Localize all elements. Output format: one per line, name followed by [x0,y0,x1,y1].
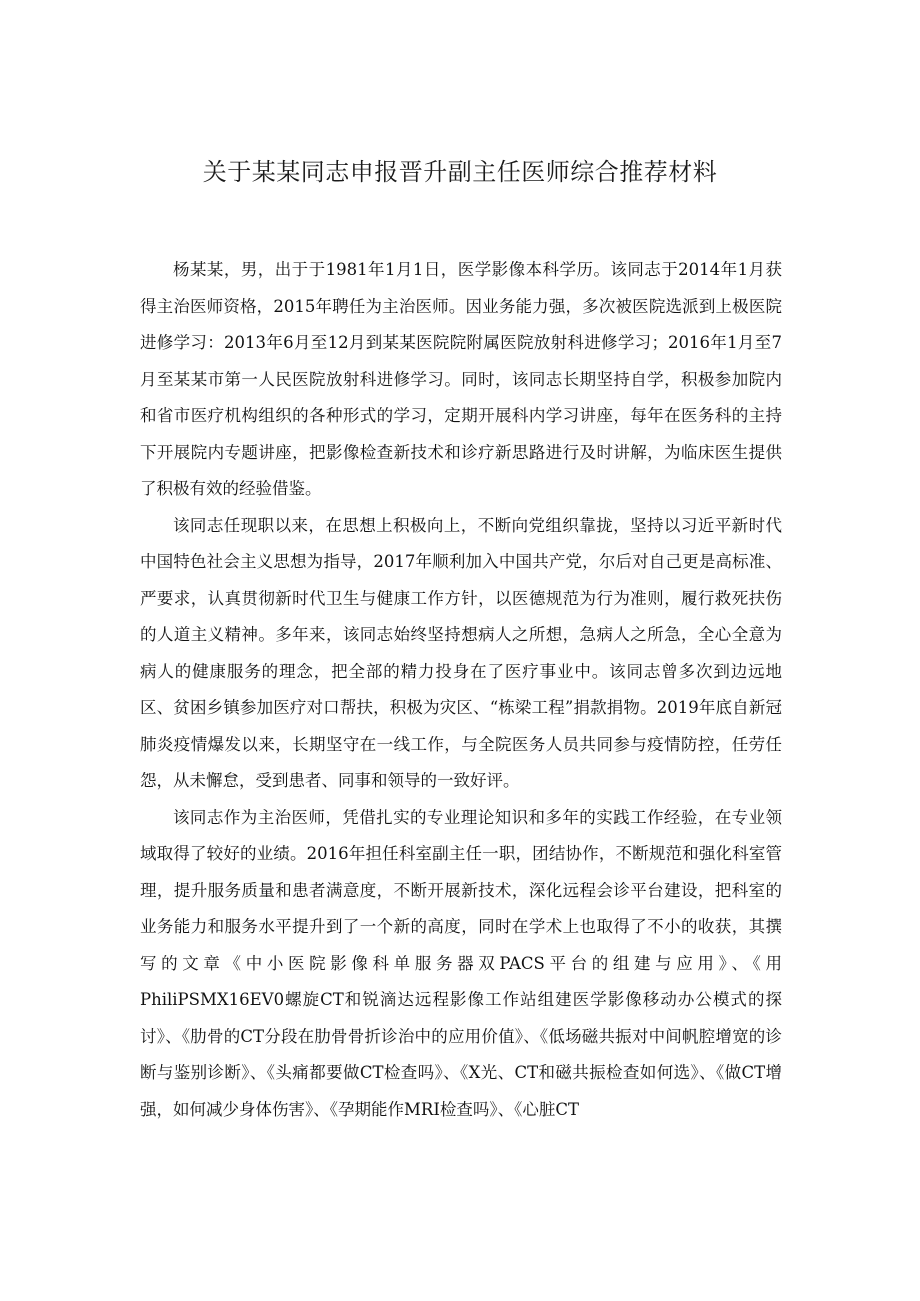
paragraph-professional-achievements: 该同志作为主治医师，凭借扎实的专业理论知识和多年的实践工作经验，在专业领域取得了较好的业绩。2016年担任科室副主任一职，团结协作，不断规范和强化科室管理，提升服务质量和患者满意度，不断开展新技术，深化远程会诊平台建设，把科室的业务能力和服务水平提升到了一个新的高度，同时在学术上也取得了不小的收获，其撰写的文章《中小医院影像科单服务器双PACS平台的组建与应用》、《用PhiliPSMX16EV0螺旋CT和锐滴达远程影像工作站组建医学影像移动办公模式的探讨》、《肋骨的CT分段在肋骨骨折诊治中的应用价值》、《低场磁共振对中间帆腔增宽的诊断与鉴别诊断》、《头痛都要做CT检查吗》、《X光、CT和磁共振检查如何选》、《做CT增强，如何减少身体伤害》、《孕期能作MRI检查吗》、《心脏CT [140,807,782,1119]
document-title: 关于某某同志申报晋升副主任医师综合推荐材料 [202,158,718,186]
paragraph-political-conduct: 该同志任现职以来，在思想上积极向上，不断向党组织靠拢，坚持以习近平新时代中国特色社会主义思想为指导，2017年顺利加入中国共产党，尔后对自己更是高标准、严要求，认真贯彻新时代卫生与健康工作方针，以医德规范为行为准则，履行救死扶伤的人道主义精神。多年来，该同志始终坚持想病人之所想，急病人之所急，全心全意为病人的健康服务的理念，把全部的精力投身在了医疗事业中。该同志曾多次到边远地区、贫困乡镇参加医疗对口帮扶，积极为灾区、“栋梁工程”捐款捐物。2019年底自新冠肺炎疫情爆发以来，长期坚守在一线工作，与全院医务人员共同参与疫情防控，任劳任怨，从未懈怠，受到患者、同事和领导的一致好评。 [140,515,782,790]
paragraph-personal-background: 杨某某，男，出于于1981年1月1日，医学影像本科学历。该同志于2014年1月获得主治医师资格，2015年聘任为主治医师。因业务能力强，多次被医院选派到上极医院进修学习：2013年6月至12月到某某医院院附属医院放射科进修学习；2016年1月至7月至某某市第一人民医院放射科进修学习。同时，该同志长期坚持自学，积极参加院内和省市医疗机构组织的各种形式的学习，定期开展科内学习讲座，每年在医务科的主持下开展院内专题讲座，把影像检查新技术和诊疗新思路进行及时讲解，为临床医生提供了积极有效的经验借鉴。 [140,260,782,498]
document-body [140,252,782,1128]
